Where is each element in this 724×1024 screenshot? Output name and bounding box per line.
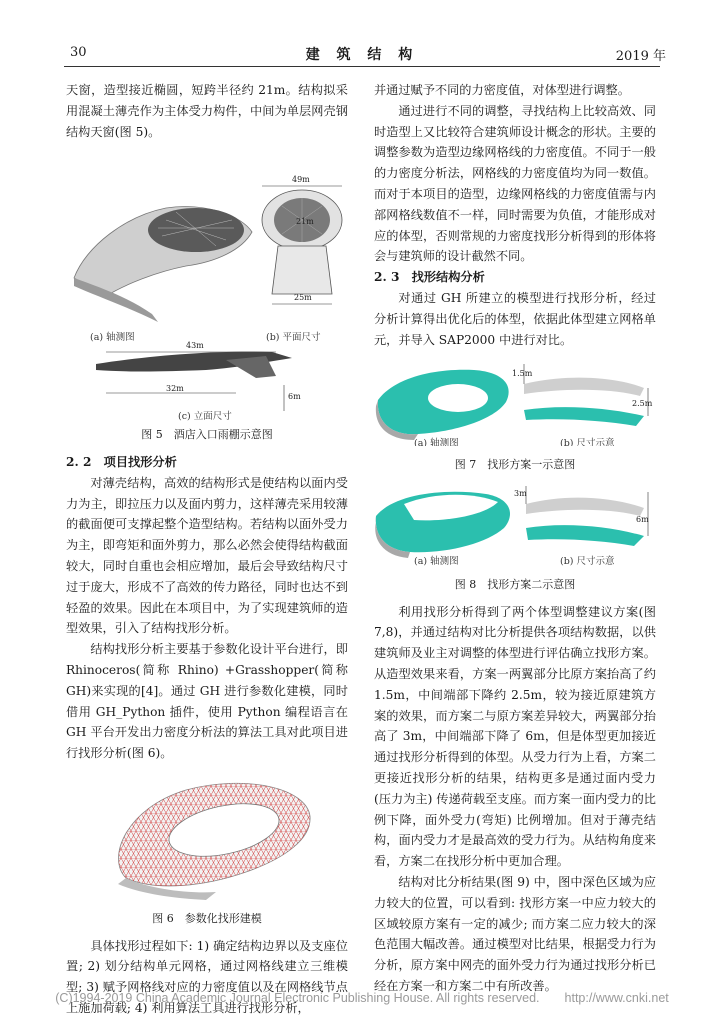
fig7-sub-a: (a) 轴测图 [414,438,459,447]
scheme-2-dimensions [526,486,648,546]
fig5-dim-43m: 43m [186,341,204,351]
shell-plan [262,186,342,304]
figure-7-caption: 图 7 找形方案一示意图 [454,458,576,472]
figure-5-elevation-dims [66,385,348,423]
scheme-2-axonometric [375,492,510,558]
journal-title: 建 筑 结 构 [305,47,419,63]
fig8-dim-2: 6m [636,514,649,524]
issue-year: 2019 年 [615,49,666,64]
right-column [374,80,656,997]
fig8-sub-b: (b) 尺寸示意 [560,555,615,566]
figure-5-caption: 图 5 酒店入口雨棚示意图 [141,428,273,442]
scheme-1-axonometric [376,370,509,440]
fig7-dim-1: 1.5m [512,369,533,379]
figure-8-drawing [374,482,656,566]
copyright-footer: (C)1994-2019 China Academic Journal Electronic Publishing House. All rights reserved. http://www.cnki.net [55,991,669,1005]
fig7-sub-b: (b) 尺寸示意 [560,438,615,447]
figure-8-caption: 图 8 找形方案二示意图 [454,577,576,591]
shell-axonometric [74,207,252,322]
paragraph: 结构找形分析主要基于参数化设计平台进行，即 Rhinoceros(简称 Rhino) +Grasshopper(简称 GH)来实现的[4]。通过 GH 进行参数化建模，同时借用 GH_Python 插件，使用 Python 编程语言在 GH 平台开发出力密度分析法的算法工具对此项目进行找形分析(图 6)。 [66,642,348,761]
figure-6-caption: 图 6 参数化找形建模 [152,911,262,925]
figure-7 [374,354,656,453]
fig5-sub-c: (c) 立面尺寸 [178,411,232,423]
section-2-2-heading: 2. 2 项目找形分析 [66,454,177,469]
shell-elevation [96,352,292,378]
page-number: 30 [70,45,87,60]
figure-5-lower [66,385,348,423]
figure-6-drawing [66,768,348,900]
fig5-dim-25m: 25m [294,293,312,303]
paragraph: 具体找形过程如下: 1) 确定结构边界以及支座位置; 2) 划分结构单元网格，通过网格线建立三维模型; 3) 赋予网格线对应的力密度值以及在网格线节点上施加荷载; 4) 利用算法工具进行找形分析， [66,938,348,1015]
fig5-dim-49m: 49m [292,175,310,185]
fig5-dim-6m: 6m [288,392,301,402]
section-2-3-heading: 2. 3 找形结构分析 [374,270,485,285]
fig5-sub-b: (b) 平面尺寸 [266,332,321,344]
fig5-dim-21m: 21m [296,217,314,227]
figure-5-drawing [66,146,348,378]
parametric-mesh-model [118,783,310,900]
figure-5 [66,146,348,423]
fig5-dim-32m: 32m [166,385,184,394]
paragraph: 对薄壳结构，高效的结构形式是使结构以面内受力为主，即拉压力以及面内剪力，这样薄壳采用较薄的截面便可支撑起整个造型结构。若结构以面外受力为主，即弯矩和面外剪力，那么必然会使得结构截面较大，同时自重也会相应增加，最后会导致结构尺寸过于庞大，形成不了高效的传力路径，同时也达不到轻盈的效果。因此在本项目中，为了实现建筑师的造型效果，引入了结构找形分析。 [66,475,348,636]
fig5-sub-a: (a) 轴测图 [90,332,135,344]
scheme-1-dimensions [524,364,648,426]
fig8-dim-1: 3m [514,488,527,498]
fig8-sub-a: (a) 轴测图 [414,555,459,566]
paragraph: 结构对比分析结果(图 9) 中，图中深色区域为应力较大的位置，可以看到: 找形方案一中应力较大的区域较原方案有一定的减少; 而方案二应力较大的深色范围大幅改善。通过模型对比结果，根据受力行为分析，原方案中网壳的面外受力行为通过找形分析已经在方案一和方案二中有所改善。 [374,874,656,993]
header-rule [64,66,660,67]
left-column [66,80,348,1019]
paragraph: 对通过 GH 所建立的模型进行找形分析，经过分析计算得出优化后的体型，依据此体型建立网格单元，并导入 SAP2000 中进行对比。 [374,290,656,347]
figure-6 [66,768,348,907]
paragraph: 天窗，造型接近椭圆，短跨半径约 21m。结构拟采用混凝土薄壳作为主体受力构件，中间为单层网壳钢结构天窗(图 5)。 [66,83,348,139]
paragraph: 利用找形分析得到了两个体型调整建议方案(图 7,8)，并通过结构对比分析提供各项结构数据，以供建筑师及业主对调整的体型进行评估确立找形方案。从造型效果来看，方案一两翼部分比原方案抬高了约 1.5m，中间端部下降约 2.5m，较为接近原建筑方案的效果，而方案二与原方案差异较大，两翼部分抬高了 3m，中间端部下降了 6m，但是体型更加接近通过找形分析得到的体型。从受力行为上看，方案二更接近找形分析的结果，结构更多是通过面内受力(压力为主) 传递荷载至支座。而方案一面内受力的比例下降，面外受力(弯矩) 比例增加。但对于薄壳结构，面内受力才是最高效的受力行为。从结构角度来看，方案二在找形分析中更加合理。 [374,604,656,869]
figure-7-drawing [374,354,656,446]
paragraph: 通过进行不同的调整，寻找结构上比较高效、同时造型上又比较符合建筑师设计概念的形状。主要的调整参数为造型边缘网格线的力密度值。不同于一般的力密度分析法，网格线的力密度值均为同一数值。而对于本项目的造型，边缘网格线的力密度值需与内部网格线数值不一样，同时需要为负值，才能形成对应的体型，否则常规的力密度找形分析得到的形体将会与建筑师的设计截然不同。 [374,103,656,264]
figure-8 [374,482,656,573]
paragraph: 并通过赋予不同的力密度值，对体型进行调整。 [374,83,630,97]
fig7-dim-2: 2.5m [632,399,653,409]
